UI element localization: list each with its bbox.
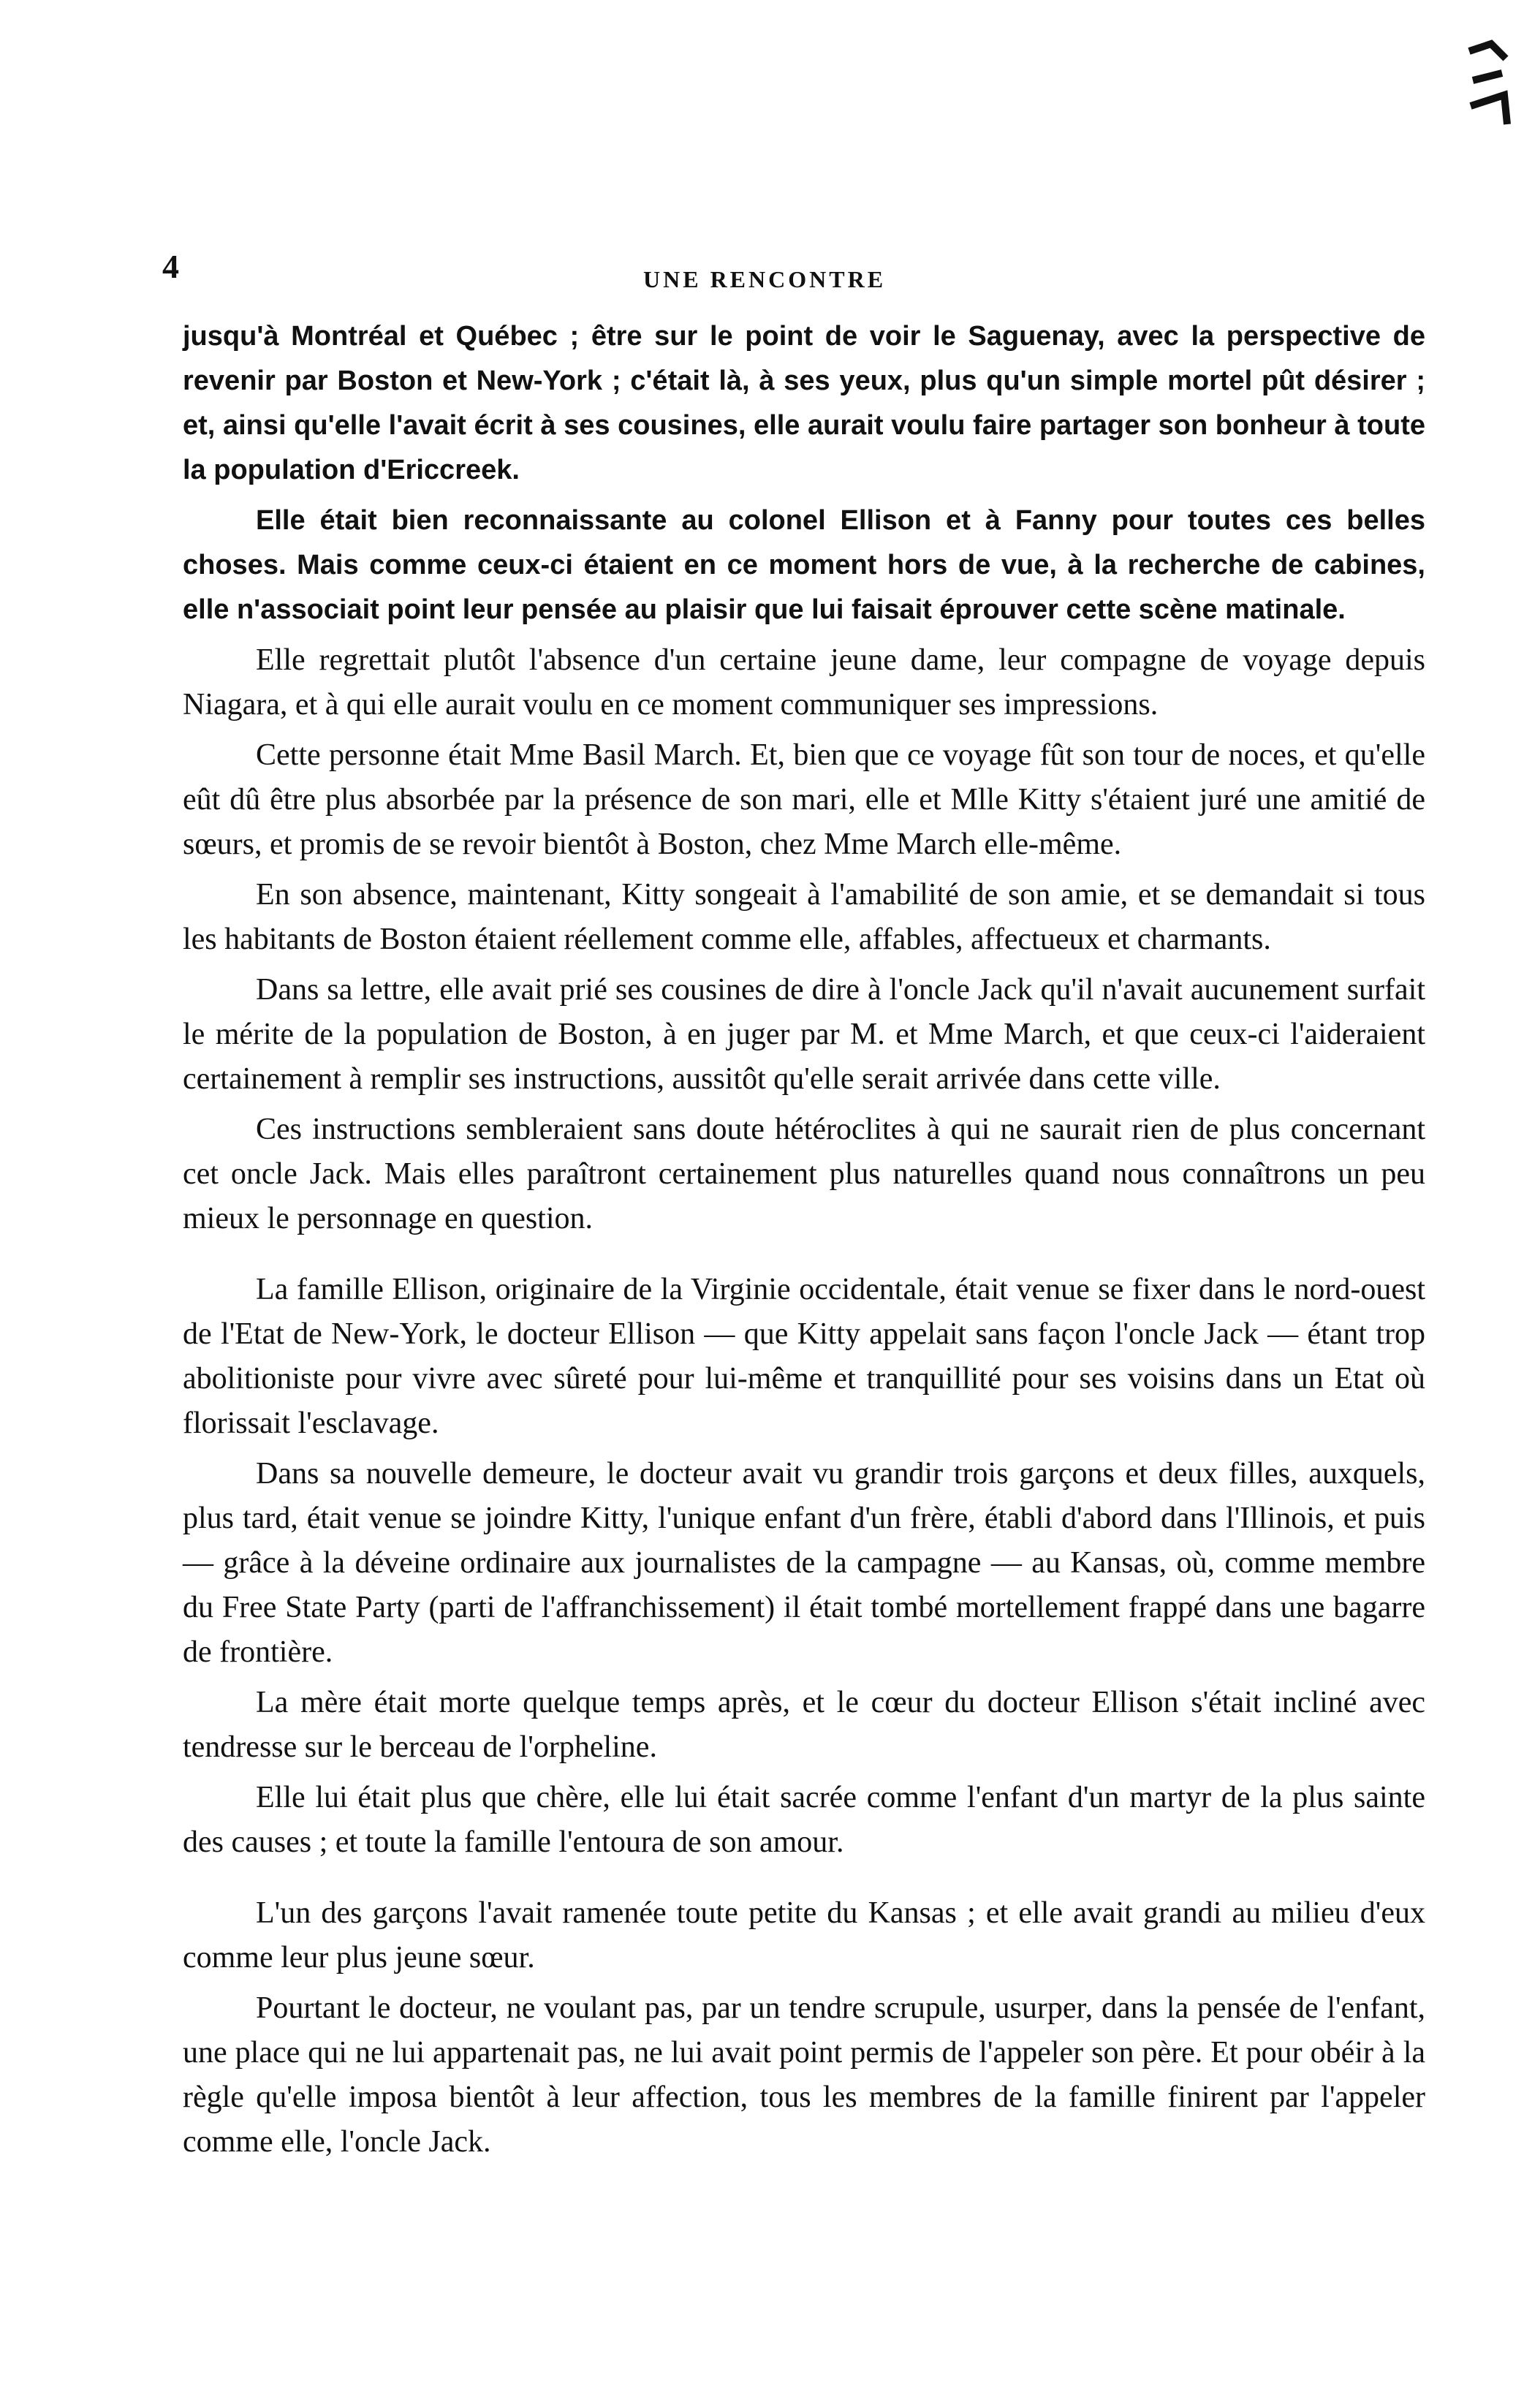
paragraph: jusqu'à Montréal et Québec ; être sur le point de voir le Saguenay, avec la perspective de revenir par Boston et New-York ; c'était là, à ses yeux, plus qu'un simple mortel pût désirer ; et, ainsi qu'elle l'avait écrit à ses cousines, elle aurait voulu faire partager son bonheur à toute la population d'Ericcreek. [183,321,1425,485]
paragraph: En son absence, maintenant, Kitty songeait à l'amabilité de son amie, et se demandait si tous les habitants de Boston étaient réellement comme elle, affables, affectueux et charmants. [183,878,1425,956]
paragraph: Elle était bien reconnaissante au colonel Ellison et à Fanny pour toutes ces belles choses. Mais comme ceux-ci étaient en ce moment hors de vue, à la recherche de cabines, elle n'associait point leur pensée au plaisir que lui faisait éprouver cette scène matinale. [183,505,1425,625]
paragraph: Pourtant le docteur, ne voulant pas, par un tendre scrupule, usurper, dans la pensée de l'enfant, une place qui ne lui appartenait pas, ne lui avait point permis de l'appeler son père. Et pour obéir à la règle qu'elle imposa bientôt à leur affection, tous les membres de la famille finirent par l'appeler comme elle, l'oncle Jack. [183,1991,1425,2159]
body-text [183,314,1425,2170]
paragraph: La famille Ellison, originaire de la Virginie occidentale, était venue se fixer dans le nord-ouest de l'Etat de New-York, le docteur Ellison — que Kitty appelait sans façon l'oncle Jack — étant trop abolitioniste pour vivre avec sûreté pour lui-même et tranquillité pour ses voisins dans un Etat où florissait l'esclavage. [183,1273,1425,1440]
paragraph: Cette personne était Mme Basil March. Et, bien que ce voyage fût son tour de noces, et qu'elle eût dû être plus absorbée par la présence de son mari, elle et Mlle Kitty s'étaient juré une amitié de sœurs, et promis de se revoir bientôt à Boston, chez Mme March elle-même. [183,738,1425,861]
paragraph: Elle lui était plus que chère, elle lui était sacrée comme l'enfant d'un martyr de la plus sainte des causes ; et toute la famille l'entoura de son amour. [183,1781,1425,1859]
paragraph: La mère était morte quelque temps après, et le cœur du docteur Ellison s'était incliné avec tendresse sur le berceau de l'orpheline. [183,1686,1425,1764]
paragraph: L'un des garçons l'avait ramenée toute petite du Kansas ; et elle avait grandi au milieu d'eux comme leur plus jeune sœur. [183,1896,1425,1975]
paragraph: Dans sa nouvelle demeure, le docteur avait vu grandir trois garçons et deux filles, auxquels, plus tard, était venue se joindre Kitty, l'unique enfant d'un frère, établi d'abord dans l'Illinois, et puis — grâce à la déveine ordinaire aux journalistes de la campagne — au Kansas, où, comme membre du Free State Party (parti de l'affranchissement) il était tombé mortellement frappé dans une bagarre de frontière. [183,1457,1425,1669]
paragraph: Dans sa lettre, elle avait prié ses cousines de dire à l'oncle Jack qu'il n'avait aucunement surfait le mérite de la population de Boston, à en juger par M. et Mme March, et que ceux-ci l'aideraient certainement à remplir ses instructions, aussitôt qu'elle serait arrivée dans cette ville. [183,973,1425,1096]
page-number: 4 [162,248,179,285]
paragraph: Elle regrettait plutôt l'absence d'un certaine jeune dame, leur compagne de voyage depuis Niagara, et à qui elle aurait voulu en ce moment communiquer ses impressions. [183,643,1425,722]
paragraph: Ces instructions sembleraient sans doute hétéroclites à qui ne saurait rien de plus concernant cet oncle Jack. Mais elles paraîtront certainement plus naturelles quand nous connaîtrons un peu mieux le personnage en question. [183,1113,1425,1235]
page-edge-mark [1462,37,1513,132]
running-head: UNE RENCONTRE [643,266,887,292]
